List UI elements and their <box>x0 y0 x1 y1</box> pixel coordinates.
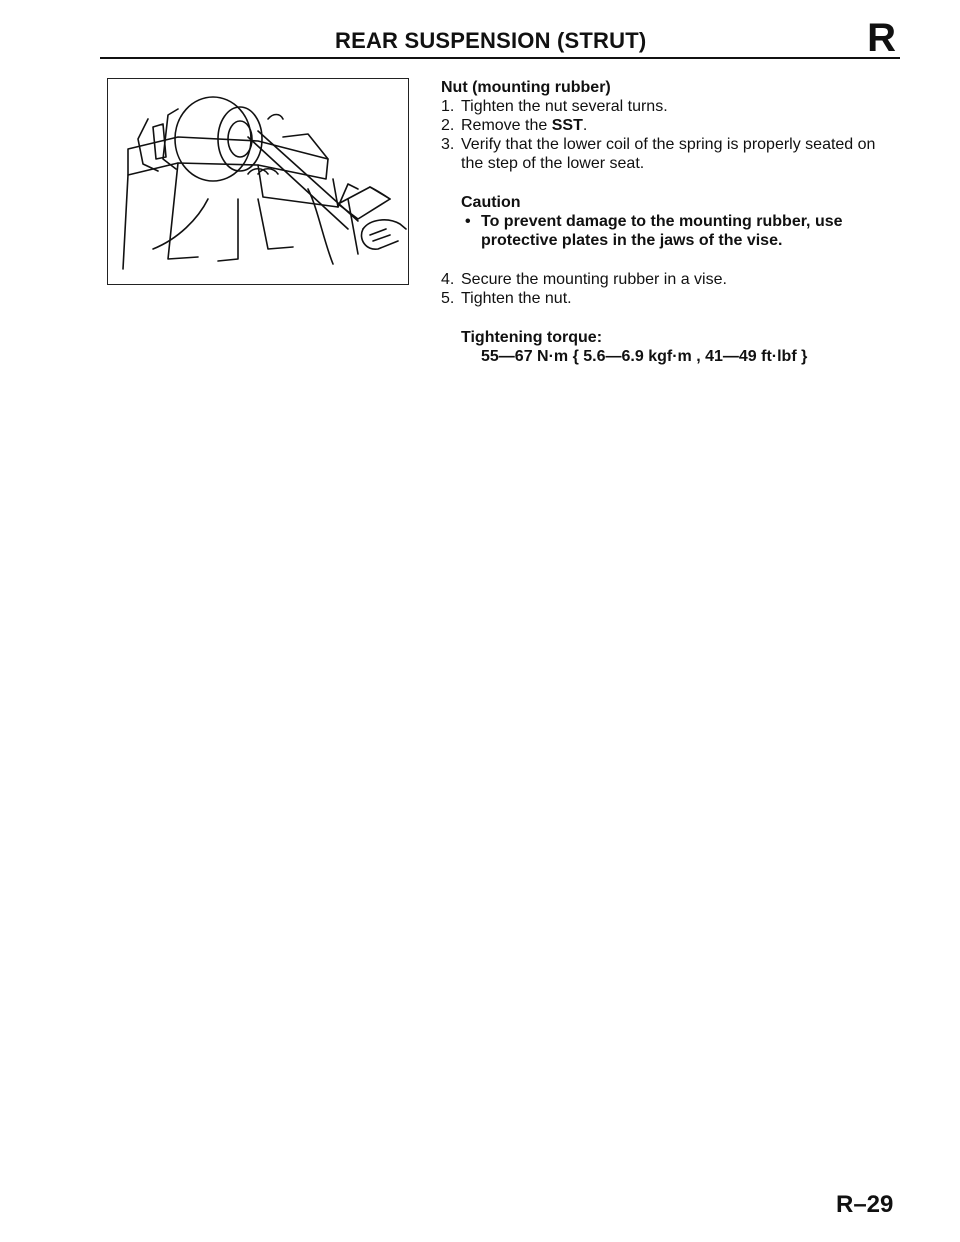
section-title: Nut (mounting rubber) <box>441 79 611 96</box>
step-number: 4. <box>441 271 455 288</box>
step-number: 1. <box>441 98 455 115</box>
step-5 <box>441 289 901 308</box>
step-2 <box>441 116 901 135</box>
step-text-suffix: . <box>582 117 588 134</box>
step-1 <box>441 97 901 116</box>
step-text: Secure the mounting rubber in a vise. <box>461 271 727 288</box>
steps-continued <box>441 270 901 308</box>
step-text: Tighten the nut several turns. <box>461 98 668 115</box>
caution-bullet <box>461 212 901 250</box>
page-number: R–29 <box>836 1191 894 1218</box>
step-3 <box>441 135 901 173</box>
step-number: 5. <box>441 290 455 307</box>
sst-term: SST <box>551 117 583 134</box>
torque-value: 55—67 N·m { 5.6—6.9 kgf·m , 41—49 ft·lbf } <box>481 348 808 365</box>
step-text: Verify that the lower coil of the spring is properly seated on the step of the lower seat. <box>461 136 876 172</box>
torque-label: Tightening torque: <box>461 329 603 346</box>
step-number: 3. <box>441 136 455 153</box>
page-title: REAR SUSPENSION (STRUT) <box>335 28 647 53</box>
caution-title: Caution <box>461 194 521 211</box>
step-4 <box>441 270 901 289</box>
step-number: 2. <box>441 117 455 134</box>
page-header <box>100 16 900 62</box>
figure-illustration <box>107 78 409 285</box>
caution-text: To prevent damage to the mounting rubber, use protective plates in the jaws of the vise. <box>481 213 843 249</box>
caution-box <box>441 193 901 250</box>
bullet-dot-icon: • <box>465 213 471 230</box>
instructions <box>441 78 901 366</box>
header-rule <box>100 57 900 59</box>
section-letter: R <box>867 16 896 60</box>
vise-wrench-illustration-icon <box>108 79 407 283</box>
torque-spec <box>441 328 901 366</box>
step-text-prefix: Remove the <box>461 117 552 134</box>
step-text: Tighten the nut. <box>461 290 572 307</box>
